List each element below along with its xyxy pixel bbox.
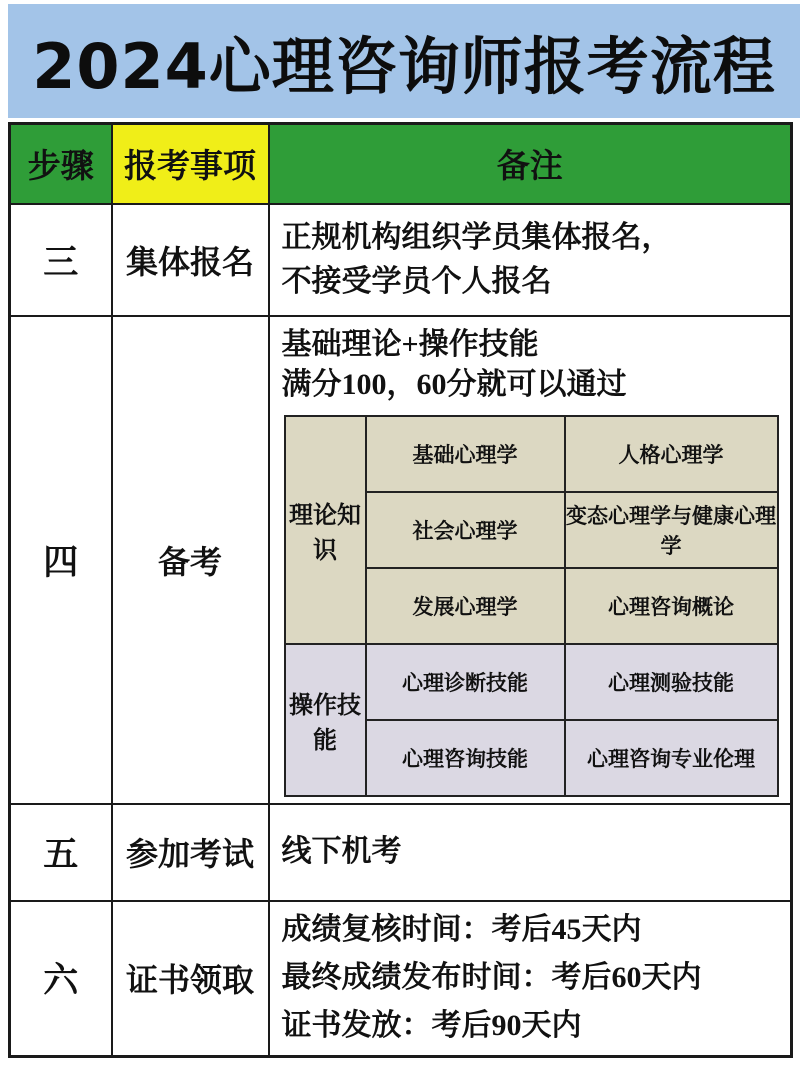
table-header-row bbox=[10, 124, 792, 204]
subject-cell: 心理咨询专业伦理 bbox=[565, 720, 778, 796]
theory-group-label: 理论知识 bbox=[285, 416, 366, 644]
note-line: 证书发放：考后90天内 bbox=[281, 1009, 582, 1043]
note-certificate bbox=[269, 901, 792, 1057]
table-row-six bbox=[10, 901, 792, 1057]
subject-cell: 发展心理学 bbox=[366, 568, 565, 644]
subject-cell: 心理诊断技能 bbox=[366, 644, 565, 720]
table-row-four bbox=[10, 316, 792, 804]
skill-row-1 bbox=[285, 644, 778, 720]
note-line: 正规机构组织学员集体报名， bbox=[281, 220, 672, 254]
note-take-exam bbox=[269, 804, 792, 901]
item-certificate: 证书领取 bbox=[112, 901, 269, 1057]
subject-cell: 基础心理学 bbox=[366, 416, 565, 492]
step-five: 五 bbox=[10, 804, 112, 901]
subject-cell: 心理测验技能 bbox=[565, 644, 778, 720]
item-exam-prep: 备考 bbox=[112, 316, 269, 804]
note-line: 基础理论+操作技能 bbox=[281, 327, 539, 361]
note-line: 线下机考 bbox=[281, 835, 402, 868]
theory-row-1 bbox=[285, 416, 778, 492]
note-line: 最终成绩发布时间：考后60天内 bbox=[281, 961, 702, 995]
title-banner bbox=[8, 4, 800, 118]
process-table bbox=[8, 122, 793, 1058]
subject-cell: 心理咨询概论 bbox=[565, 568, 778, 644]
subject-cell: 社会心理学 bbox=[366, 492, 565, 568]
subject-cell: 变态心理学与健康心理学 bbox=[565, 492, 778, 568]
subjects-table bbox=[284, 415, 779, 797]
table-row-three bbox=[10, 204, 792, 316]
subject-cell: 心理咨询技能 bbox=[366, 720, 565, 796]
step-four: 四 bbox=[10, 316, 112, 804]
step-six: 六 bbox=[10, 901, 112, 1057]
header-step: 步骤 bbox=[10, 124, 112, 204]
note-line: 满分100，60分就可以通过 bbox=[281, 367, 627, 401]
page-title: 2024心理咨询师报考流程 bbox=[32, 29, 776, 103]
note-group-registration bbox=[269, 204, 792, 316]
skill-group-label: 操作技能 bbox=[285, 644, 366, 796]
subject-cell: 人格心理学 bbox=[565, 416, 778, 492]
item-group-registration: 集体报名 bbox=[112, 204, 269, 316]
step-three: 三 bbox=[10, 204, 112, 316]
header-item: 报考事项 bbox=[112, 124, 269, 204]
item-take-exam: 参加考试 bbox=[112, 804, 269, 901]
note-line: 不接受学员个人报名 bbox=[281, 264, 552, 298]
table-row-five bbox=[10, 804, 792, 901]
note-exam-prep bbox=[269, 316, 792, 804]
note-line: 成绩复核时间：考后45天内 bbox=[281, 913, 642, 947]
header-note: 备注 bbox=[269, 124, 792, 204]
